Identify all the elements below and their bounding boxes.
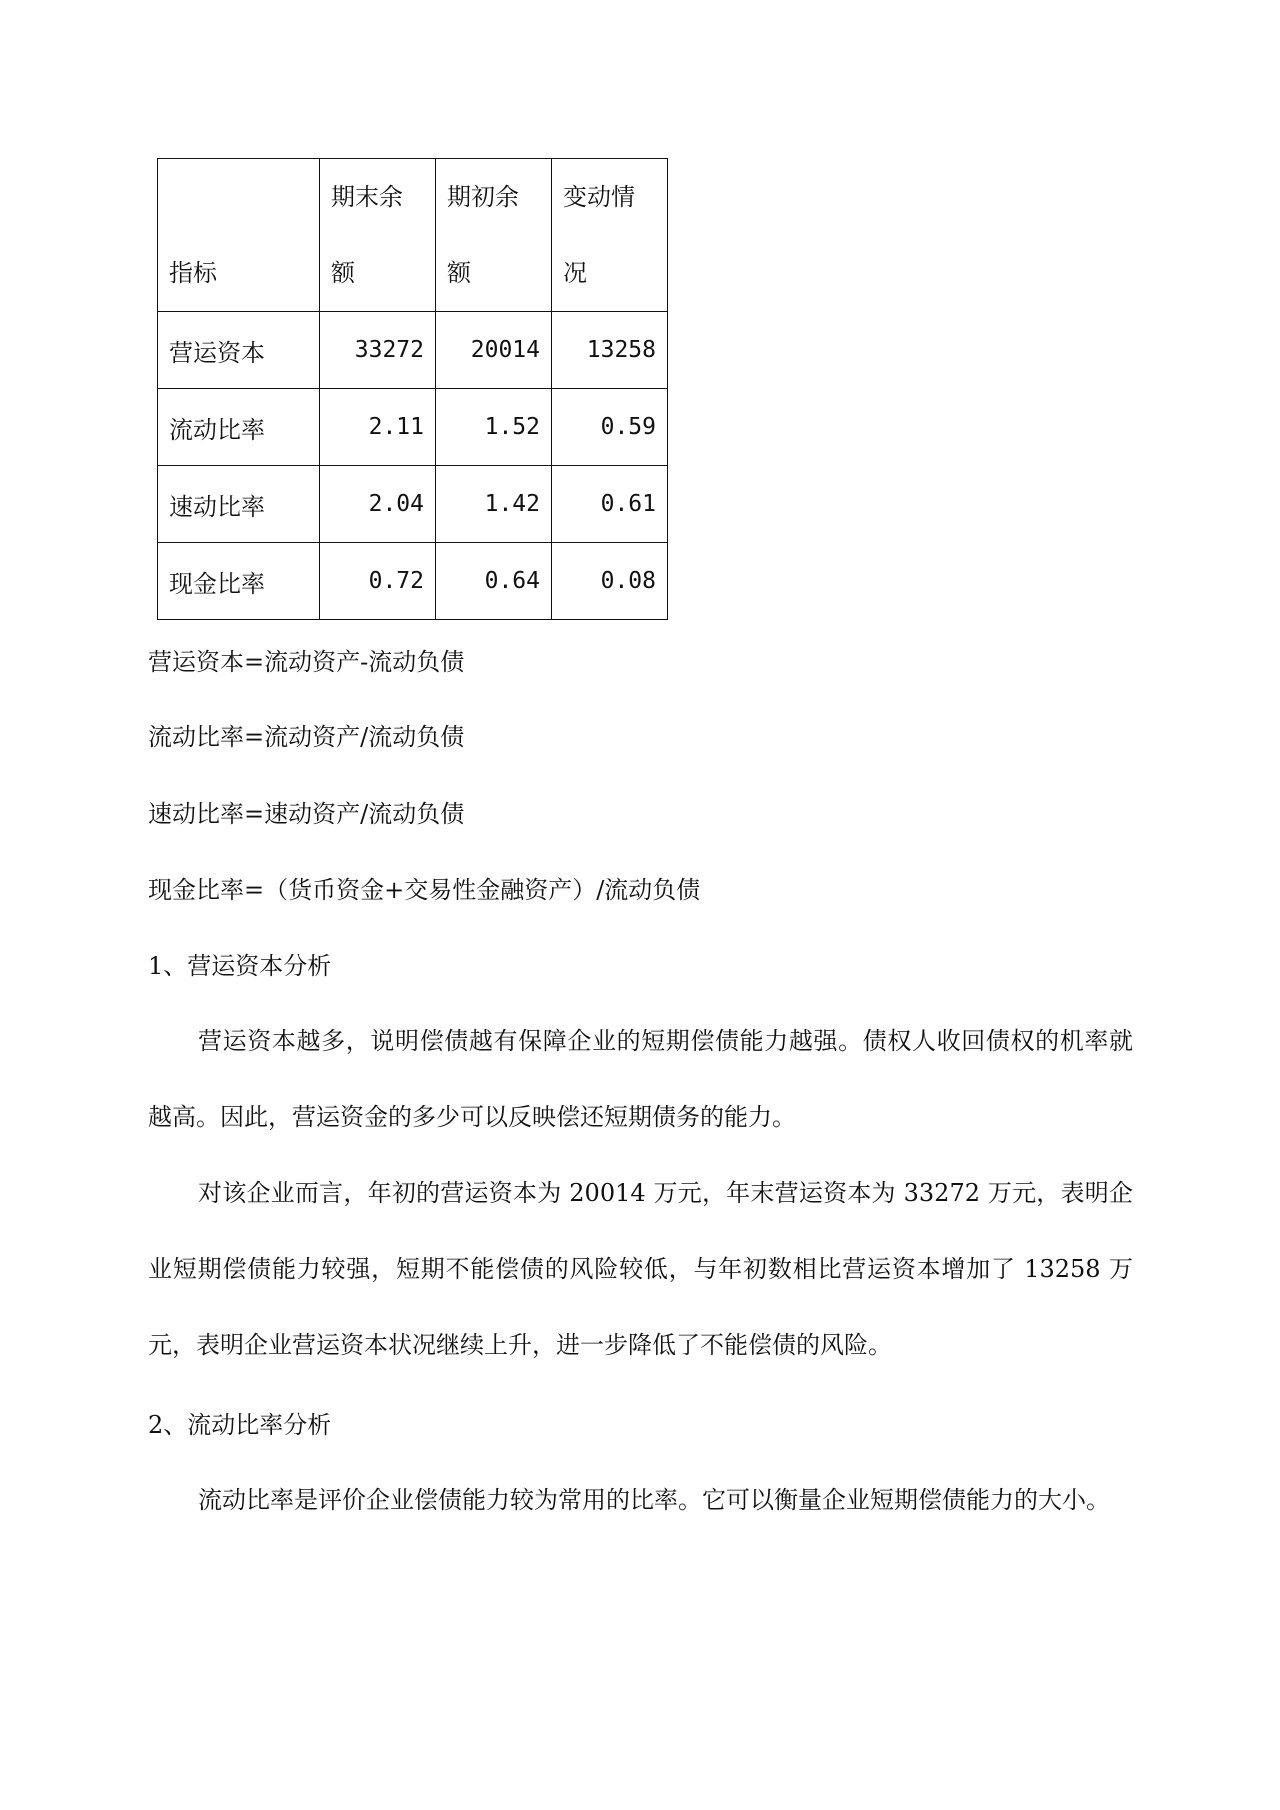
row-change-value: 13258 xyxy=(552,312,668,389)
row-name: 现金比率 xyxy=(158,543,320,620)
table-row xyxy=(158,389,668,466)
formula-current-ratio: 流动比率=流动资产/流动负债 xyxy=(148,723,465,751)
row-name: 流动比率 xyxy=(158,389,320,466)
section-heading: 2、流动比率分析 xyxy=(148,1411,332,1439)
row-begin-value: 1.52 xyxy=(436,389,552,466)
row-name: 营运资本 xyxy=(158,312,320,389)
formula-cash-ratio: 现金比率=（货币资金+交易性金融资产）/流动负债 xyxy=(148,876,701,904)
table-row xyxy=(158,466,668,543)
paragraph: 对该企业而言，年初的营运资本为 20014 万元，年末营运资本为 33272 万元，表明企业短期偿债能力较强，短期不能偿债的风险较低，与年初数相比营运资本增加了 13258 万元，表明企业营运资本状况继续上升，进一步降低了不能偿债的风险。 xyxy=(148,1179,1133,1359)
table-row xyxy=(158,312,668,389)
ratio-table xyxy=(157,158,668,620)
header-begin-balance: 期初余额 xyxy=(436,159,552,312)
header-indicator: 指标 xyxy=(158,159,320,312)
row-name: 速动比率 xyxy=(158,466,320,543)
row-begin-value: 1.42 xyxy=(436,466,552,543)
paragraph: 营运资本越多，说明偿债越有保障企业的短期偿债能力越强。债权人收回债权的机率就越高。因此，营运资金的多少可以反映偿还短期债务的能力。 xyxy=(148,1027,1133,1131)
row-end-value: 2.04 xyxy=(320,466,436,543)
section-heading: 1、营运资本分析 xyxy=(148,952,332,980)
header-end-balance: 期末余额 xyxy=(320,159,436,312)
header-change: 变动情况 xyxy=(552,159,668,312)
formula-quick-ratio: 速动比率=速动资产/流动负债 xyxy=(148,800,465,828)
table-row xyxy=(158,543,668,620)
row-end-value: 2.11 xyxy=(320,389,436,466)
formula-working-capital: 营运资本=流动资产-流动负债 xyxy=(148,648,465,676)
row-change-value: 0.59 xyxy=(552,389,668,466)
row-end-value: 33272 xyxy=(320,312,436,389)
row-begin-value: 20014 xyxy=(436,312,552,389)
row-end-value: 0.72 xyxy=(320,543,436,620)
table-header-row xyxy=(158,159,668,312)
row-change-value: 0.61 xyxy=(552,466,668,543)
row-begin-value: 0.64 xyxy=(436,543,552,620)
row-change-value: 0.08 xyxy=(552,543,668,620)
paragraph: 流动比率是评价企业偿债能力较为常用的比率。它可以衡量企业短期偿债能力的大小。 xyxy=(198,1486,1110,1514)
